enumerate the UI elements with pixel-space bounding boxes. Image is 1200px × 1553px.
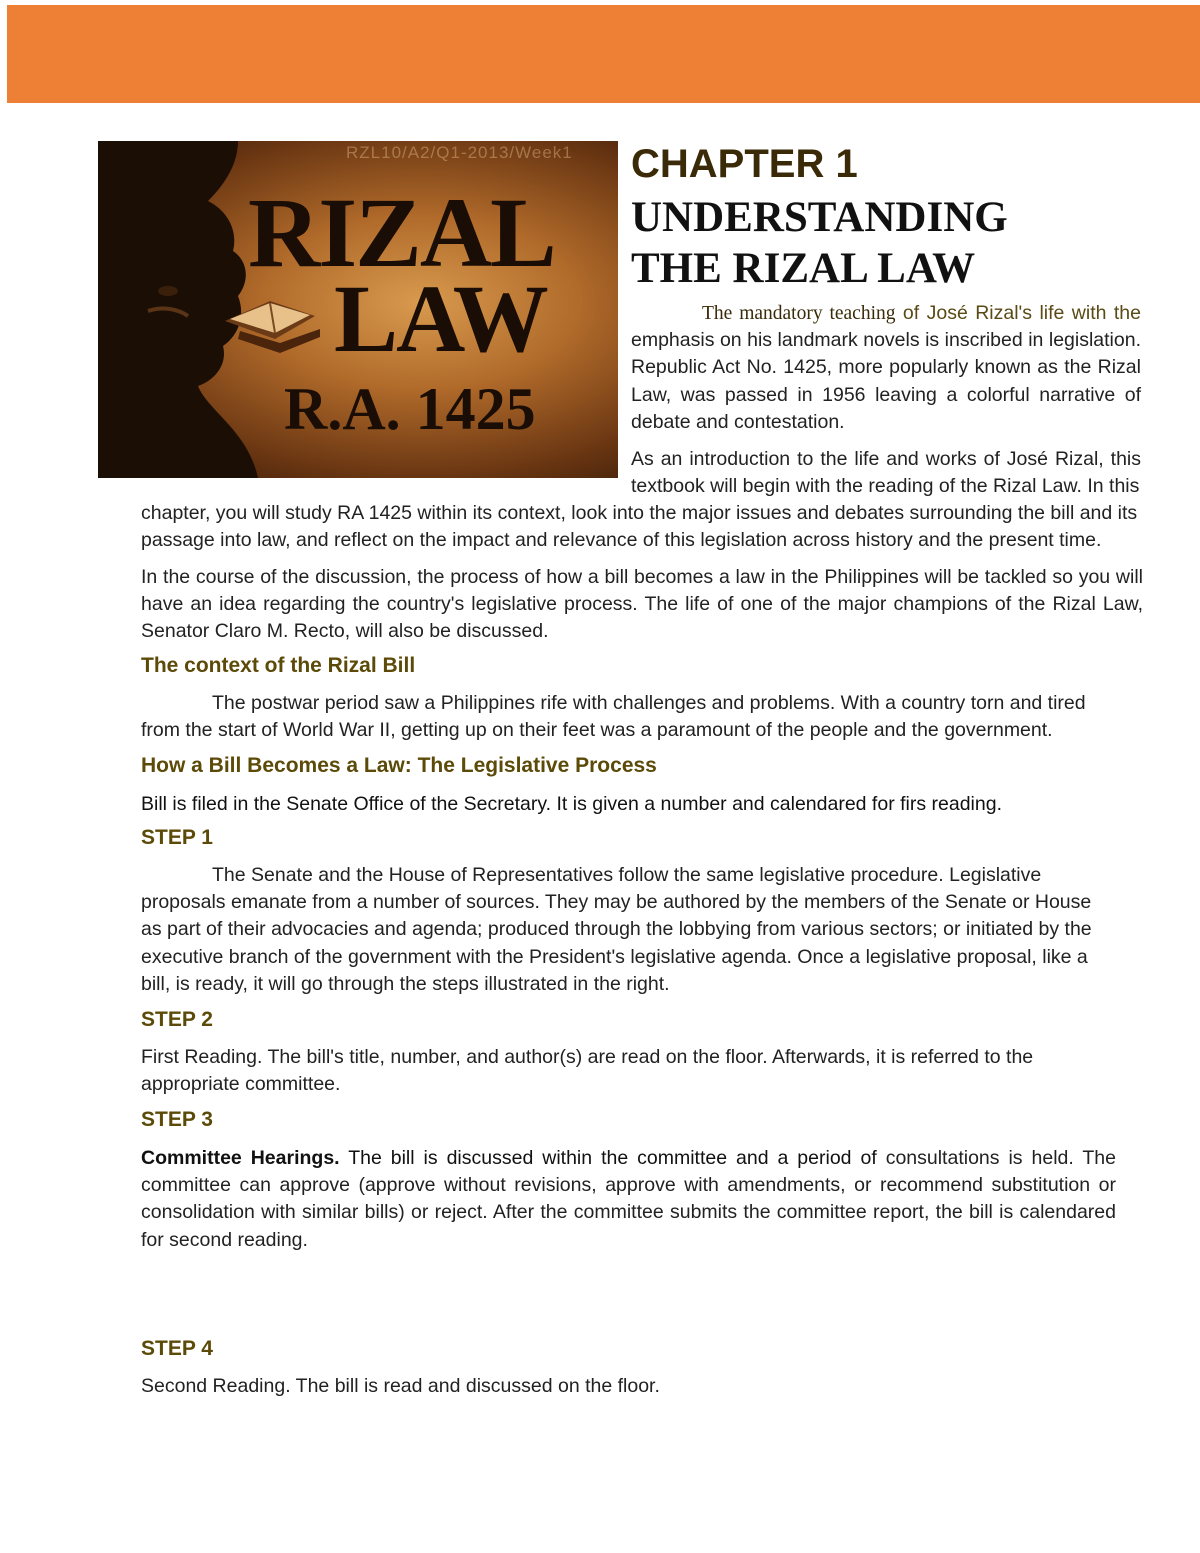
image-watermark: RZL10/A2/Q1-2013/Week1: [346, 143, 573, 162]
book-icon: [220, 281, 330, 356]
context-heading: The context of the Rizal Bill: [141, 654, 416, 677]
step-1-body: The Senate and the House of Representatives follow the same legislative procedure. Legislative proposals emanate from a number of sources. They may be authored by the members of the Senate or House as part of their advocacies and agenda; produced through the lobbying from various sectors; or initiated by the executive branch of the government with the President's legislative agenda. Once a legislative proposal, like a bill, is ready, it will go through the steps illustrated in the right.: [141, 864, 1092, 995]
chapter-number: CHAPTER 1: [631, 142, 858, 186]
chapter-title: [631, 192, 1151, 294]
step-3-mid: The bill is discussed within the committee and a period of: [339, 1147, 877, 1169]
step-3-rest: consultations is held. The committee can approve (approve without revisions, approve with amendments, or recommend substitution or consolidation with similar bills) or reject. After the committee submits the committee report, the bill is calendared for second reading.: [141, 1147, 1116, 1251]
rizal-law-cover-image: [98, 141, 618, 478]
process-intro: Bill is filed in the Senate Office of the Secretary. It is given a number and calendared for firs reading.: [141, 793, 1002, 815]
paragraph-3: In the course of the discussion, the process of how a bill becomes a law in the Philippines will be tackled so you will have an idea regarding the country's legislative process. The life of one of the major champions of the Rizal Law, Senator Claro M. Recto, will also be discussed.: [141, 566, 1143, 643]
process-heading: How a Bill Becomes a Law: The Legislative Process: [141, 754, 657, 777]
step-2-label: STEP 2: [141, 1008, 213, 1031]
chapter-title-line-1: UNDERSTANDING: [631, 194, 1008, 241]
intro-paragraph: [631, 300, 1141, 436]
intro-lead: The mandatory teaching: [702, 303, 896, 324]
step-4-body: Second Reading. The bill is read and discussed on the floor.: [141, 1375, 660, 1397]
step-3-body: [141, 1145, 1116, 1254]
intro-body: emphasis on his landmark novels is inscribed in legislation. Republic Act No. 1425, more popularly known as the Rizal Law, was passed in 1956 leaving a colorful narrative of debate and contestation.: [631, 329, 1141, 433]
paragraph-2-top: As an introduction to the life and works of José Rizal, this textbook will begin with the reading of the Rizal Law. In this: [631, 448, 1141, 498]
step-3-bold: Committee Hearings.: [141, 1147, 340, 1169]
step-4-label: STEP 4: [141, 1337, 213, 1360]
cover-title-rizal: RIZAL: [248, 177, 555, 288]
header-bar: [7, 5, 1200, 103]
step-2-body: First Reading. The bill's title, number, and author(s) are read on the floor. Afterwards, it is referred to the appropriate committee.: [141, 1046, 1034, 1096]
context-body: The postwar period saw a Philippines rife with challenges and problems. With a country torn and tired from the start of World War II, getting up on their feet was a paramount of the people and the government.: [141, 692, 1086, 742]
cover-title-ra: R.A. 1425: [284, 376, 536, 442]
cover-title-law: LAW: [334, 265, 547, 372]
intro-lead-rest: of José Rizal's life with the: [895, 302, 1141, 324]
step-3-label: STEP 3: [141, 1108, 213, 1131]
paragraph-2-rest: chapter, you will study RA 1425 within its context, look into the major issues and debates surrounding the bill and its passage into law, and reflect on the impact and relevance of this legislation across history and the present time.: [141, 502, 1138, 552]
step-1-label: STEP 1: [141, 826, 213, 849]
chapter-title-line-2: THE RIZAL LAW: [631, 245, 976, 292]
